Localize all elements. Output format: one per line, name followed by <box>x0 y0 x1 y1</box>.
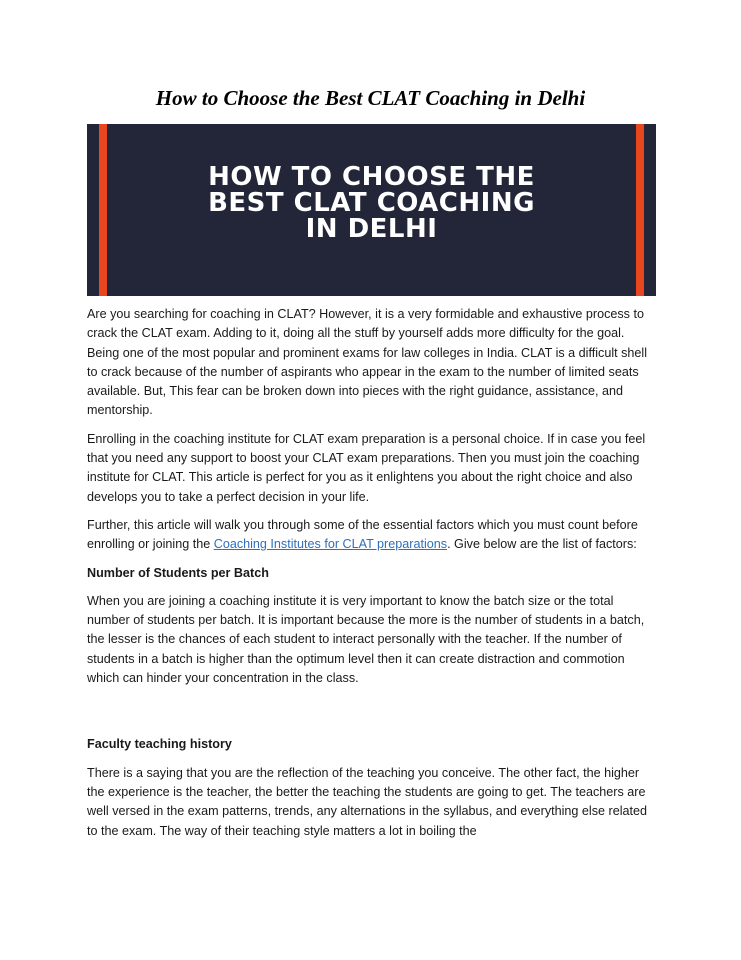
article-body <box>87 305 653 850</box>
document-title: How to Choose the Best CLAT Coaching in Delhi <box>155 86 586 110</box>
banner-line: BEST CLAT COACHING <box>208 188 535 218</box>
banner-accent-bar-right <box>636 124 644 296</box>
section-heading-faculty: Faculty teaching history <box>87 737 232 752</box>
banner-heading <box>117 164 626 242</box>
banner-image <box>87 124 656 296</box>
section-heading-batch: Number of Students per Batch <box>87 565 269 580</box>
spacer <box>87 697 653 735</box>
further-text-before: Further, this article will walk you through some of the essential factors which you must count before enrolling or joining the <box>87 517 638 552</box>
section-body-batch: When you are joining a coaching institute it is very important to know the batch size or the total number of students per batch. It is important because the more is the number of students in a batch, the lesser is the chances of each student to interact personally with the teacher. If the number of students in a batch is higher than the optimum level then it can create distraction and commotion which can hinder your concentration in the class. <box>87 593 645 686</box>
enrolling-paragraph: Enrolling in the coaching institute for CLAT exam preparation is a personal choice. If in case you feel that you need any support to boost your CLAT exam preparations. Then you must join the coaching institute for CLAT. This article is perfect for you as it enlightens you about the right choice and also develops you to take a perfect decision in your life. <box>87 431 646 504</box>
banner-line: HOW TO CHOOSE THE <box>208 162 535 192</box>
banner-accent-bar-left <box>99 124 107 296</box>
coaching-institutes-link[interactable]: Coaching Institutes for CLAT preparations <box>213 537 448 552</box>
further-paragraph <box>87 516 653 555</box>
banner-line: IN DELHI <box>305 214 438 244</box>
section-body-faculty: There is a saying that you are the reflection of the teaching you conceive. The other fact, the higher the experience is the teacher, the better the teaching the students are going to get. The teachers are well versed in the exam patterns, trends, any alternations in the syllabus, and everything else related to the exam. The way of their teaching style matters a lot in boiling the <box>87 765 648 838</box>
further-text-after: . Give below are the list of factors: <box>447 537 637 552</box>
intro-paragraph: Are you searching for coaching in CLAT? However, it is a very formidable and exhaustive process to crack the CLAT exam. Adding to it, doing all the stuff by yourself adds more difficulty for the goal. Being one of the most popular and prominent exams for law colleges in India. CLAT is a difficult shell to crack because of the number of aspirants who appear in the exam to the number of limited seats available. But, This fear can be broken down into pieces with the right guidance, assistance, and mentorship. <box>87 307 648 418</box>
